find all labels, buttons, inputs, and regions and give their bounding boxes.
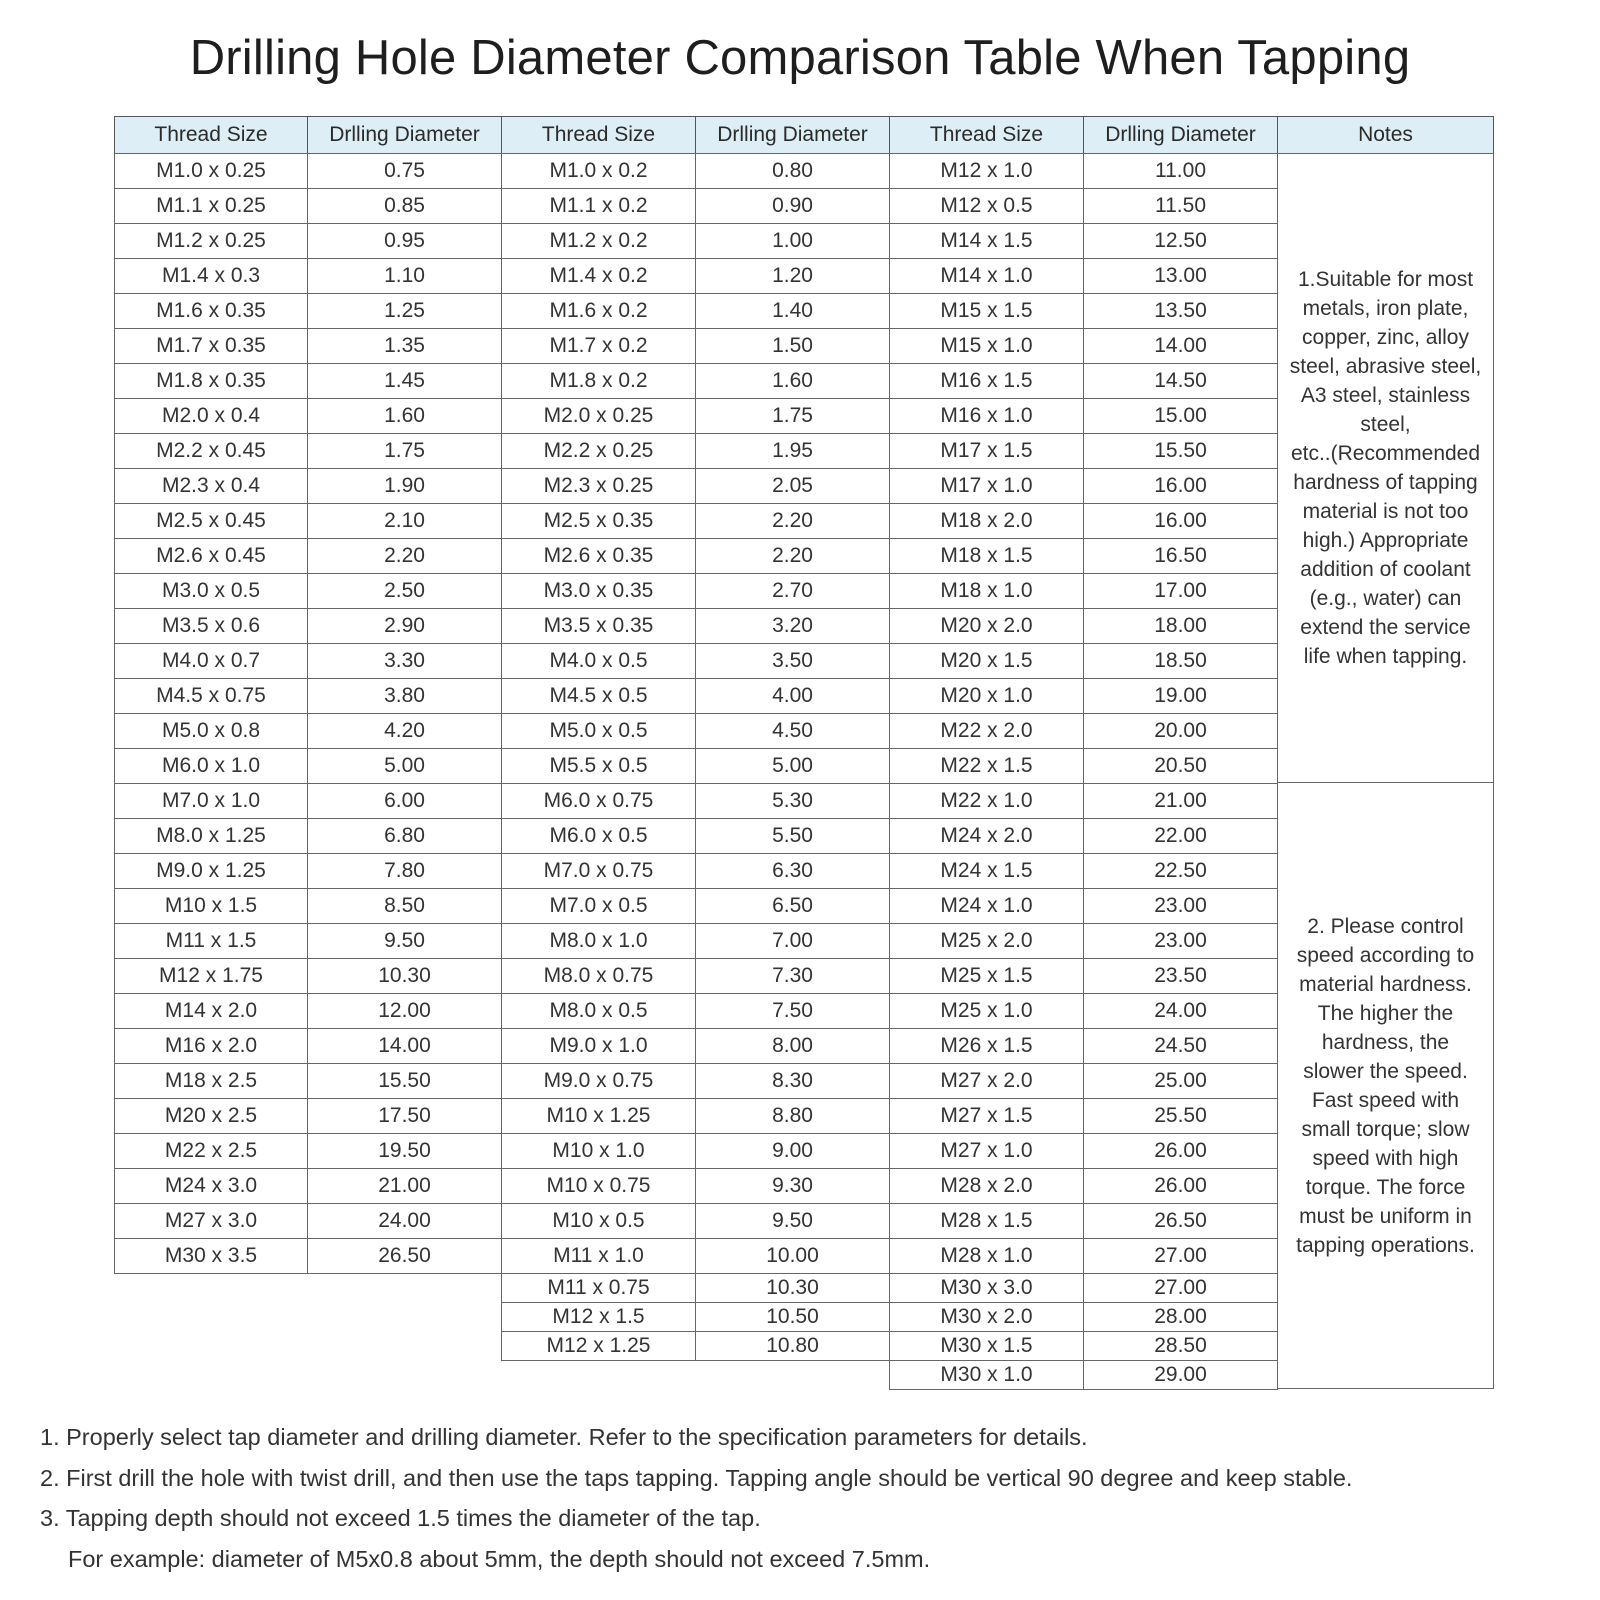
thread-size-cell: M1.6 x 0.2 [501, 293, 696, 329]
notes-line: The higher the [1317, 1001, 1454, 1025]
drill-diameter-cell: 0.95 [307, 223, 502, 259]
drill-diameter-cell: 1.10 [307, 258, 502, 294]
thread-size-cell: M1.2 x 0.25 [114, 223, 308, 259]
thread-size-cell: M1.8 x 0.2 [501, 363, 696, 399]
thread-size-cell: M5.0 x 0.5 [501, 713, 696, 749]
drill-diameter-cell: 4.00 [695, 678, 890, 714]
thread-size-cell: M2.0 x 0.25 [501, 398, 696, 434]
footnotes [40, 1417, 1352, 1579]
drill-diameter-cell: 5.50 [695, 818, 890, 854]
thread-size-cell: M2.2 x 0.45 [114, 433, 308, 469]
thread-size-cell: M1.2 x 0.2 [501, 223, 696, 259]
drill-diameter-cell: 9.00 [695, 1133, 890, 1169]
drill-diameter-cell: 4.50 [695, 713, 890, 749]
notes-line: hardness of tapping [1293, 471, 1478, 494]
thread-size-cell: M1.1 x 0.25 [114, 188, 308, 224]
thread-size-cell: M18 x 1.5 [889, 538, 1084, 574]
footnote-3-example: For example: diameter of M5x0.8 about 5mm, the depth should not exceed 7.5mm. [68, 1545, 931, 1572]
drill-diameter-cell: 3.80 [307, 678, 502, 714]
thread-size-cell: M18 x 1.0 [889, 573, 1084, 609]
thread-size-cell: M28 x 1.5 [889, 1203, 1084, 1239]
drill-diameter-cell: 1.20 [695, 258, 890, 294]
thread-size-cell: M12 x 1.5 [501, 1302, 696, 1332]
drill-diameter-cell: 2.70 [695, 573, 890, 609]
thread-size-cell: M4.5 x 0.5 [501, 678, 696, 714]
drill-diameter-cell: 24.50 [1083, 1028, 1278, 1064]
drill-diameter-cell: 3.30 [307, 643, 502, 679]
footnote-1: 1. Properly select tap diameter and drilling diameter. Refer to the specification parameters for details. [40, 1424, 1088, 1450]
page-title: Drilling Hole Diameter Comparison Table When Tapping [189, 31, 1411, 85]
drill-diameter-cell: 16.00 [1083, 503, 1278, 539]
thread-size-cell: M1.7 x 0.35 [114, 328, 308, 364]
drill-diameter-cell: 8.00 [695, 1028, 890, 1064]
drill-diameter-cell: 1.25 [307, 293, 502, 329]
notes-line: copper, zinc, alloy [1302, 326, 1469, 349]
thread-size-cell: M7.0 x 0.5 [501, 888, 696, 924]
thread-size-cell: M22 x 1.0 [889, 783, 1084, 819]
notes-cell-2 [1277, 782, 1494, 1389]
drill-diameter-cell: 22.50 [1083, 853, 1278, 889]
header-thread-size-3: Thread Size [889, 116, 1084, 154]
drill-diameter-cell: 26.00 [1083, 1133, 1278, 1169]
thread-size-cell: M28 x 1.0 [889, 1238, 1084, 1274]
drill-diameter-cell: 6.30 [695, 853, 890, 889]
thread-size-cell: M14 x 1.5 [889, 223, 1084, 259]
footnote-3: 3. Tapping depth should not exceed 1.5 times the diameter of the tap. [40, 1505, 761, 1531]
notes-line: life when tapping. [1303, 645, 1468, 668]
header-drill-diameter-1: Drlling Diameter [307, 116, 502, 154]
thread-size-cell: M5.0 x 0.8 [114, 713, 308, 749]
thread-size-cell: M10 x 0.5 [501, 1203, 696, 1239]
drill-diameter-cell: 0.85 [307, 188, 502, 224]
thread-size-cell: M22 x 1.5 [889, 748, 1084, 784]
thread-size-cell: M30 x 3.5 [114, 1238, 308, 1274]
drill-diameter-cell: 24.00 [1083, 993, 1278, 1029]
thread-size-cell: M25 x 1.5 [889, 958, 1084, 994]
notes-cell-1 [1277, 153, 1494, 783]
thread-size-cell: M6.0 x 1.0 [114, 748, 308, 784]
thread-size-cell: M9.0 x 0.75 [501, 1063, 696, 1099]
drill-diameter-cell: 0.75 [307, 153, 502, 189]
notes-line: extend the service [1300, 616, 1471, 639]
drill-diameter-cell: 15.50 [1083, 433, 1278, 469]
drill-diameter-cell: 25.50 [1083, 1098, 1278, 1134]
drill-diameter-cell: 5.00 [695, 748, 890, 784]
thread-size-cell: M28 x 2.0 [889, 1168, 1084, 1204]
drill-diameter-cell: 12.00 [307, 993, 502, 1029]
drill-diameter-cell: 15.00 [1083, 398, 1278, 434]
drill-diameter-cell: 13.00 [1083, 258, 1278, 294]
thread-size-cell: M12 x 1.25 [501, 1331, 696, 1361]
drill-diameter-cell: 2.90 [307, 608, 502, 644]
thread-size-cell: M2.2 x 0.25 [501, 433, 696, 469]
notes-line: 2. Please control [1307, 914, 1464, 938]
thread-size-cell: M1.0 x 0.25 [114, 153, 308, 189]
thread-size-cell: M30 x 1.5 [889, 1331, 1084, 1361]
drill-diameter-cell: 26.00 [1083, 1168, 1278, 1204]
drill-diameter-cell: 11.50 [1083, 188, 1278, 224]
drill-diameter-cell: 10.00 [695, 1238, 890, 1274]
thread-size-cell: M15 x 1.5 [889, 293, 1084, 329]
thread-size-cell: M1.1 x 0.2 [501, 188, 696, 224]
thread-size-cell: M3.5 x 0.6 [114, 608, 308, 644]
notes-line: hardness, the [1321, 1030, 1450, 1054]
notes-line: etc..(Recommended [1290, 442, 1481, 465]
notes-text-2 [1296, 912, 1475, 1260]
drill-diameter-cell: 18.50 [1083, 643, 1278, 679]
thread-size-cell: M8.0 x 1.0 [501, 923, 696, 959]
drill-diameter-cell: 26.50 [307, 1238, 502, 1274]
drill-diameter-cell: 8.50 [307, 888, 502, 924]
drill-diameter-cell: 5.30 [695, 783, 890, 819]
drill-diameter-cell: 1.75 [307, 433, 502, 469]
thread-size-cell: M8.0 x 1.25 [114, 818, 308, 854]
thread-size-cell: M17 x 1.0 [889, 468, 1084, 504]
thread-size-cell: M4.0 x 0.5 [501, 643, 696, 679]
drill-diameter-cell: 8.30 [695, 1063, 890, 1099]
thread-size-cell: M3.5 x 0.35 [501, 608, 696, 644]
notes-line: addition of coolant [1300, 558, 1471, 581]
drill-diameter-cell: 1.45 [307, 363, 502, 399]
thread-size-cell: M16 x 1.0 [889, 398, 1084, 434]
thread-size-cell: M11 x 1.0 [501, 1238, 696, 1274]
thread-size-cell: M1.4 x 0.3 [114, 258, 308, 294]
drill-diameter-cell: 3.20 [695, 608, 890, 644]
thread-size-cell: M2.5 x 0.35 [501, 503, 696, 539]
thread-size-cell: M10 x 1.25 [501, 1098, 696, 1134]
drill-diameter-cell: 7.00 [695, 923, 890, 959]
drill-diameter-cell: 28.00 [1083, 1302, 1278, 1332]
notes-line: small torque; slow [1301, 1117, 1470, 1141]
drill-diameter-cell: 7.30 [695, 958, 890, 994]
drill-diameter-cell: 18.00 [1083, 608, 1278, 644]
drill-diameter-cell: 2.05 [695, 468, 890, 504]
thread-size-cell: M2.6 x 0.45 [114, 538, 308, 574]
drill-diameter-cell: 1.50 [695, 328, 890, 364]
drill-diameter-cell: 1.40 [695, 293, 890, 329]
drill-diameter-cell: 21.00 [307, 1168, 502, 1204]
drill-diameter-cell: 0.90 [695, 188, 890, 224]
notes-text-1 [1290, 265, 1481, 671]
thread-size-cell: M24 x 2.0 [889, 818, 1084, 854]
drill-diameter-cell: 1.00 [695, 223, 890, 259]
notes-line: material hardness. [1299, 972, 1472, 996]
notes-line: 1.Suitable for most [1297, 268, 1474, 291]
drill-diameter-cell: 1.35 [307, 328, 502, 364]
thread-size-cell: M10 x 1.0 [501, 1133, 696, 1169]
drill-diameter-cell: 27.00 [1083, 1273, 1278, 1303]
thread-size-cell: M1.7 x 0.2 [501, 328, 696, 364]
thread-size-cell: M10 x 1.5 [114, 888, 308, 924]
drill-diameter-cell: 6.50 [695, 888, 890, 924]
thread-size-cell: M25 x 1.0 [889, 993, 1084, 1029]
thread-size-cell: M16 x 2.0 [114, 1028, 308, 1064]
drill-diameter-cell: 20.00 [1083, 713, 1278, 749]
notes-line: material is not too [1302, 500, 1469, 523]
drill-diameter-cell: 5.00 [307, 748, 502, 784]
thread-size-cell: M8.0 x 0.5 [501, 993, 696, 1029]
drill-diameter-cell: 2.20 [307, 538, 502, 574]
drill-diameter-cell: 14.00 [1083, 328, 1278, 364]
thread-size-cell: M4.5 x 0.75 [114, 678, 308, 714]
thread-size-cell: M6.0 x 0.5 [501, 818, 696, 854]
thread-size-cell: M18 x 2.0 [889, 503, 1084, 539]
drill-diameter-cell: 6.80 [307, 818, 502, 854]
drill-diameter-cell: 1.60 [307, 398, 502, 434]
thread-size-cell: M14 x 2.0 [114, 993, 308, 1029]
thread-size-cell: M30 x 2.0 [889, 1302, 1084, 1332]
drill-diameter-cell: 11.00 [1083, 153, 1278, 189]
thread-size-cell: M2.3 x 0.4 [114, 468, 308, 504]
thread-size-cell: M2.5 x 0.45 [114, 503, 308, 539]
notes-line: must be uniform in [1299, 1204, 1472, 1228]
thread-size-cell: M7.0 x 1.0 [114, 783, 308, 819]
drill-diameter-cell: 24.00 [307, 1203, 502, 1239]
thread-size-cell: M24 x 1.0 [889, 888, 1084, 924]
drill-diameter-cell: 20.50 [1083, 748, 1278, 784]
drill-diameter-cell: 1.60 [695, 363, 890, 399]
drill-diameter-cell: 3.50 [695, 643, 890, 679]
thread-size-cell: M12 x 0.5 [889, 188, 1084, 224]
drill-diameter-cell: 6.00 [307, 783, 502, 819]
thread-size-cell: M20 x 1.5 [889, 643, 1084, 679]
thread-size-cell: M20 x 2.0 [889, 608, 1084, 644]
notes-line: torque. The force [1305, 1175, 1466, 1199]
drill-diameter-cell: 25.00 [1083, 1063, 1278, 1099]
notes-line: steel, abrasive steel, [1289, 355, 1482, 378]
drill-diameter-cell: 12.50 [1083, 223, 1278, 259]
thread-size-cell: M30 x 1.0 [889, 1360, 1084, 1390]
thread-size-cell: M2.6 x 0.35 [501, 538, 696, 574]
drill-diameter-cell: 10.50 [695, 1302, 890, 1332]
notes-line: A3 steel, stainless [1300, 384, 1471, 407]
drill-diameter-cell: 28.50 [1083, 1331, 1278, 1361]
thread-size-cell: M22 x 2.0 [889, 713, 1084, 749]
drill-diameter-cell: 29.00 [1083, 1360, 1278, 1390]
header-thread-size-2: Thread Size [501, 116, 696, 154]
thread-size-cell: M24 x 1.5 [889, 853, 1084, 889]
drill-diameter-cell: 7.50 [695, 993, 890, 1029]
notes-line: tapping operations. [1296, 1233, 1475, 1257]
thread-size-cell: M26 x 1.5 [889, 1028, 1084, 1064]
notes-line: slower the speed. [1303, 1059, 1468, 1083]
header-drill-diameter-2: Drlling Diameter [695, 116, 890, 154]
thread-size-cell: M3.0 x 0.5 [114, 573, 308, 609]
thread-size-cell: M27 x 1.5 [889, 1098, 1084, 1134]
thread-size-cell: M1.4 x 0.2 [501, 258, 696, 294]
drill-diameter-cell: 14.50 [1083, 363, 1278, 399]
drill-diameter-cell: 16.50 [1083, 538, 1278, 574]
drill-diameter-cell: 19.50 [307, 1133, 502, 1169]
drill-diameter-cell: 2.20 [695, 538, 890, 574]
thread-size-cell: M9.0 x 1.0 [501, 1028, 696, 1064]
thread-size-cell: M2.0 x 0.4 [114, 398, 308, 434]
thread-size-cell: M4.0 x 0.7 [114, 643, 308, 679]
drill-diameter-cell: 8.80 [695, 1098, 890, 1134]
thread-size-cell: M7.0 x 0.75 [501, 853, 696, 889]
drill-diameter-cell: 1.90 [307, 468, 502, 504]
thread-size-cell: M11 x 1.5 [114, 923, 308, 959]
thread-size-cell: M25 x 2.0 [889, 923, 1084, 959]
drill-diameter-cell: 23.50 [1083, 958, 1278, 994]
thread-size-cell: M22 x 2.5 [114, 1133, 308, 1169]
thread-size-cell: M17 x 1.5 [889, 433, 1084, 469]
notes-line: speed with high [1312, 1146, 1459, 1170]
thread-size-cell: M6.0 x 0.75 [501, 783, 696, 819]
drill-diameter-cell: 4.20 [307, 713, 502, 749]
thread-size-cell: M20 x 1.0 [889, 678, 1084, 714]
thread-size-cell: M11 x 0.75 [501, 1273, 696, 1303]
thread-size-cell: M14 x 1.0 [889, 258, 1084, 294]
thread-size-cell: M10 x 0.75 [501, 1168, 696, 1204]
drill-diameter-cell: 19.00 [1083, 678, 1278, 714]
drill-diameter-cell: 1.95 [695, 433, 890, 469]
thread-size-cell: M27 x 2.0 [889, 1063, 1084, 1099]
drill-diameter-cell: 14.00 [307, 1028, 502, 1064]
drill-diameter-cell: 10.80 [695, 1331, 890, 1361]
header-thread-size-1: Thread Size [114, 116, 308, 154]
thread-size-cell: M9.0 x 1.25 [114, 853, 308, 889]
notes-line: steel, [1360, 413, 1411, 436]
thread-size-cell: M1.6 x 0.35 [114, 293, 308, 329]
thread-size-cell: M1.0 x 0.2 [501, 153, 696, 189]
drill-diameter-cell: 13.50 [1083, 293, 1278, 329]
drill-diameter-cell: 26.50 [1083, 1203, 1278, 1239]
drill-diameter-cell: 2.20 [695, 503, 890, 539]
drill-diameter-cell: 2.50 [307, 573, 502, 609]
notes-line: high.) Appropriate [1302, 529, 1469, 552]
thread-size-cell: M1.8 x 0.35 [114, 363, 308, 399]
drill-diameter-cell: 7.80 [307, 853, 502, 889]
notes-line: (e.g., water) can [1309, 587, 1462, 610]
footnote-2: 2. First drill the hole with twist drill, and then use the taps tapping. Tapping angle should be vertical 90 degree and keep stable. [40, 1464, 1353, 1491]
drill-diameter-cell: 9.50 [695, 1203, 890, 1239]
drill-diameter-cell: 21.00 [1083, 783, 1278, 819]
drill-diameter-cell: 2.10 [307, 503, 502, 539]
thread-size-cell: M20 x 2.5 [114, 1098, 308, 1134]
drill-diameter-cell: 9.50 [307, 923, 502, 959]
thread-size-cell: M12 x 1.75 [114, 958, 308, 994]
thread-size-cell: M24 x 3.0 [114, 1168, 308, 1204]
notes-line: speed according to [1296, 943, 1475, 967]
thread-size-cell: M8.0 x 0.75 [501, 958, 696, 994]
notes-line: Fast speed with [1311, 1088, 1460, 1112]
drill-diameter-cell: 27.00 [1083, 1238, 1278, 1274]
drill-diameter-cell: 15.50 [307, 1063, 502, 1099]
drill-diameter-cell: 1.75 [695, 398, 890, 434]
thread-size-cell: M27 x 1.0 [889, 1133, 1084, 1169]
thread-size-cell: M12 x 1.0 [889, 153, 1084, 189]
thread-size-cell: M18 x 2.5 [114, 1063, 308, 1099]
header-notes: Notes [1277, 116, 1494, 154]
thread-size-cell: M16 x 1.5 [889, 363, 1084, 399]
thread-size-cell: M3.0 x 0.35 [501, 573, 696, 609]
thread-size-cell: M2.3 x 0.25 [501, 468, 696, 504]
drill-diameter-cell: 16.00 [1083, 468, 1278, 504]
thread-size-cell: M15 x 1.0 [889, 328, 1084, 364]
drill-diameter-cell: 23.00 [1083, 923, 1278, 959]
drill-diameter-cell: 17.00 [1083, 573, 1278, 609]
thread-size-cell: M27 x 3.0 [114, 1203, 308, 1239]
drill-diameter-cell: 9.30 [695, 1168, 890, 1204]
drill-diameter-cell: 23.00 [1083, 888, 1278, 924]
drill-diameter-cell: 0.80 [695, 153, 890, 189]
drill-diameter-cell: 17.50 [307, 1098, 502, 1134]
notes-line: metals, iron plate, [1302, 297, 1469, 320]
thread-size-cell: M5.5 x 0.5 [501, 748, 696, 784]
thread-size-cell: M30 x 3.0 [889, 1273, 1084, 1303]
drill-diameter-cell: 10.30 [695, 1273, 890, 1303]
header-drill-diameter-3: Drlling Diameter [1083, 116, 1278, 154]
drill-diameter-cell: 22.00 [1083, 818, 1278, 854]
drill-diameter-cell: 10.30 [307, 958, 502, 994]
